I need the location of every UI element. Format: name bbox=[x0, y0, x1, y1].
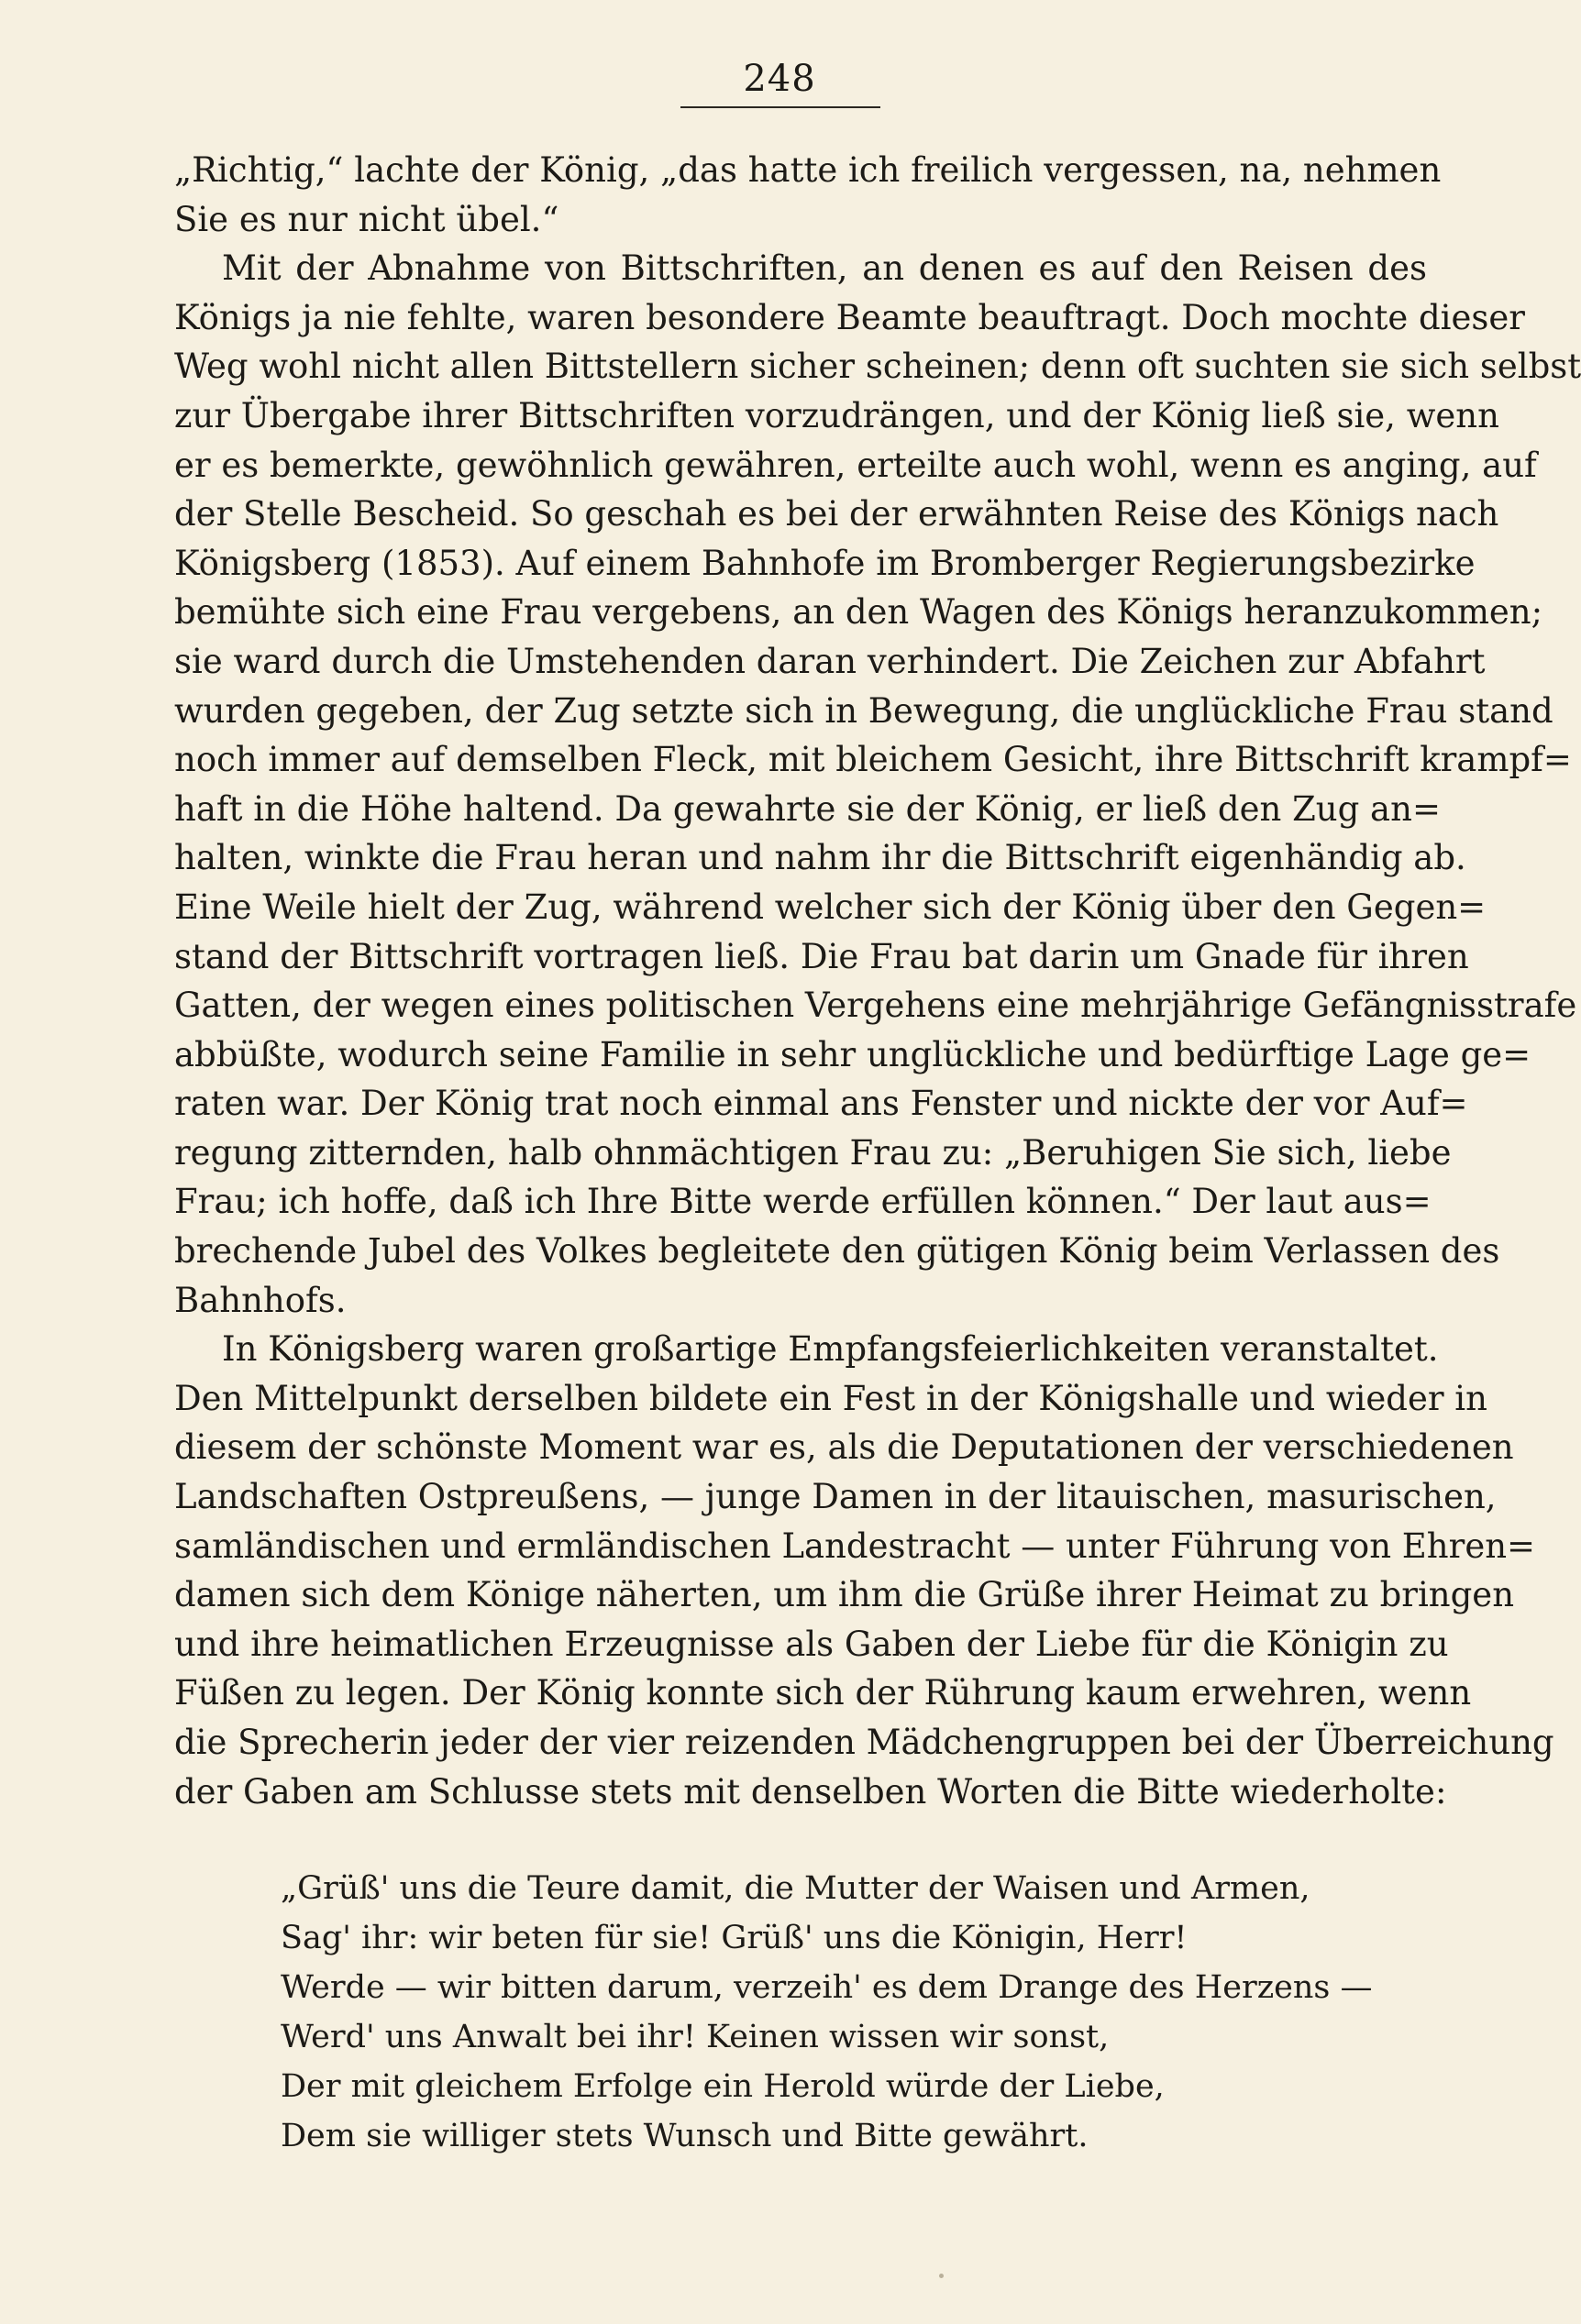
text-line: Königs ja nie fehlte, waren besondere Beamte beauftragt. Doch mochte dieser bbox=[174, 297, 1525, 337]
text-line: noch immer auf demselben Fleck, mit bleichem Gesicht, ihre Bittschrift krampf= bbox=[174, 740, 1572, 780]
text-line: Eine Weile hielt der Zug, während welcher sich der König über den Gegen= bbox=[174, 887, 1487, 927]
text-line: haft in die Höhe haltend. Da gewahrte sie der König, er ließ den Zug an= bbox=[174, 788, 1441, 829]
text-line: die Sprecherin jeder der vier reizenden Mädchengruppen bei der Überreichung bbox=[174, 1723, 1554, 1762]
page-number: 248 bbox=[743, 58, 816, 100]
text-line: brechende Jubel des Volkes begleitete den gütigen König beim Verlassen des bbox=[174, 1231, 1500, 1272]
text-line: Sie es nur nicht übel.“ bbox=[174, 199, 559, 239]
text-line: regung zitternden, halb ohnmächtigen Frau zu: „Beruhigen Sie sich, liebe bbox=[174, 1132, 1452, 1173]
verse-quote bbox=[281, 1864, 1373, 2161]
text-line: der Stelle Bescheid. So geschah es bei der erwähnten Reise des Königs nach bbox=[174, 494, 1499, 534]
text-line: zur Übergabe ihrer Bittschriften vorzudrängen, und der König ließ sie, wenn bbox=[174, 395, 1499, 435]
text-line: Füßen zu legen. Der König konnte sich der Rührung kaum erwehren, wenn bbox=[174, 1673, 1472, 1713]
text-line: „Richtig,“ lachte der König, „das hatte ich freilich vergessen, na, nehmen bbox=[174, 150, 1442, 190]
text-line: In Königsberg waren großartige Empfangsfeierlichkeiten veranstaltet. bbox=[222, 1329, 1439, 1370]
text-line: sie ward durch die Umstehenden daran verhindert. Die Zeichen zur Abfahrt bbox=[174, 641, 1486, 681]
text-line: er es bemerkte, gewöhnlich gewähren, erteilte auch wohl, wenn es anging, auf bbox=[174, 445, 1537, 485]
text-line: Mit der Abnahme von Bittschriften, an denen es auf den Reisen des bbox=[222, 248, 1427, 289]
text-line: Den Mittelpunkt derselben bildete ein Fest in der Königshalle und wieder in bbox=[174, 1378, 1487, 1418]
text-line: stand der Bittschrift vortragen ließ. Die Frau bat darin um Gnade für ihren bbox=[174, 936, 1469, 976]
body-text bbox=[174, 146, 1581, 1816]
text-line: damen sich dem Könige näherten, um ihm die Grüße ihrer Heimat zu bringen bbox=[174, 1575, 1515, 1615]
text-line: Landschaften Ostpreußens, — junge Damen in der litauischen, masurischen, bbox=[174, 1477, 1497, 1517]
text-line: Königsberg (1853). Auf einem Bahnhofe im Bromberger Regierungsbezirke bbox=[174, 543, 1476, 583]
text-line: Frau; ich hoffe, daß ich Ihre Bitte werde erfüllen können.“ Der laut aus= bbox=[174, 1182, 1432, 1222]
header-rule bbox=[680, 106, 880, 108]
text-line: abbüßte, wodurch seine Familie in sehr unglückliche und bedürftige Lage ge= bbox=[174, 1034, 1531, 1074]
text-line: Gatten, der wegen eines politischen Vergehens eine mehrjährige Gefängnisstrafe bbox=[174, 986, 1577, 1026]
paper-speck bbox=[939, 2274, 944, 2278]
text-line: der Gaben am Schlusse stets mit denselben Worten die Bitte wiederholte: bbox=[174, 1771, 1447, 1812]
text-line: Bahnhofs. bbox=[174, 1280, 347, 1320]
text-line: raten war. Der König trat noch einmal ans Fenster und nickte der vor Auf= bbox=[174, 1084, 1468, 1124]
text-line: und ihre heimatlichen Erzeugnisse als Gaben der Liebe für die Königin zu bbox=[174, 1624, 1449, 1664]
verse-line: Dem sie williger stets Wunsch und Bitte gewährt. bbox=[281, 2118, 1089, 2154]
text-line: halten, winkte die Frau heran und nahm ihr die Bittschrift eigenhändig ab. bbox=[174, 838, 1466, 878]
verse-line: „Grüß' uns die Teure damit, die Mutter der Waisen und Armen, bbox=[281, 1870, 1310, 1907]
verse-line: Der mit gleichem Erfolge ein Herold würde der Liebe, bbox=[281, 2068, 1165, 2105]
text-line: Weg wohl nicht allen Bittstellern sicher scheinen; denn oft suchten sie sich selbst bbox=[174, 347, 1581, 387]
text-line: samländischen und ermländischen Landestracht — unter Führung von Ehren= bbox=[174, 1525, 1536, 1566]
text-line: diesem der schönste Moment war es, als die Deputationen der verschiedenen bbox=[174, 1427, 1514, 1468]
text-line: wurden gegeben, der Zug setzte sich in Bewegung, die unglückliche Frau stand bbox=[174, 690, 1553, 731]
verse-line: Werd' uns Anwalt bei ihr! Keinen wissen wir sonst, bbox=[281, 2019, 1110, 2055]
text-line: bemühte sich eine Frau vergebens, an den Wagen des Königs heranzukommen; bbox=[174, 592, 1543, 633]
verse-line: Sag' ihr: wir beten für sie! Grüß' uns die Königin, Herr! bbox=[281, 1920, 1188, 1956]
verse-line: Werde — wir bitten darum, verzeih' es dem Drange des Herzens — bbox=[281, 1969, 1373, 2006]
